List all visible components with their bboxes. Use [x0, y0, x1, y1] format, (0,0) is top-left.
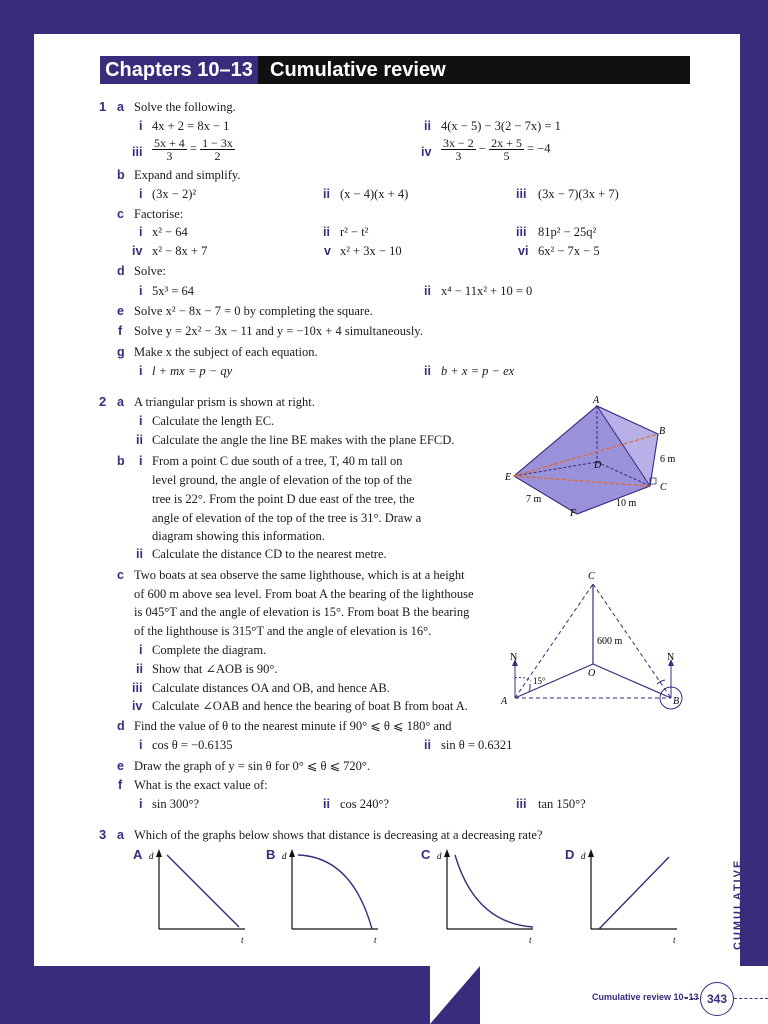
- lighthouse-boats-diagram: [495, 566, 695, 716]
- q2e-text: Draw the graph of y = sin θ for 0° ⩽ θ ⩽ 720°.: [134, 759, 371, 773]
- q1c-iv: x² − 8x + 7: [152, 244, 208, 258]
- triangular-prism-diagram: [500, 392, 710, 522]
- q2c-i-label: i: [139, 643, 143, 657]
- chapters-label: Chapters 10–13: [100, 56, 258, 84]
- frac-num: 5x + 4: [154, 136, 185, 150]
- q2c-label: c: [117, 568, 124, 582]
- q2a-ii: Calculate the angle the line BE makes with the plane EFCD.: [152, 433, 455, 447]
- axis-label-t: t: [529, 935, 532, 945]
- q1c-vi: 6x² − 7x − 5: [538, 244, 600, 258]
- q1d-i-label: i: [139, 284, 143, 298]
- footer-leader: [685, 998, 699, 999]
- axis-label-d: d: [282, 851, 287, 861]
- q2d-ii-label: ii: [424, 738, 431, 752]
- q1c-v-label: v: [324, 244, 331, 258]
- q1a-label: a: [117, 100, 124, 114]
- north-label-b: N: [667, 652, 675, 663]
- q2f-iii: tan 150°?: [538, 797, 586, 811]
- prism-length: 10 m: [616, 498, 637, 509]
- q2c-line4: of the lighthouse is 315°T and the angle of elevation is 16°.: [134, 624, 432, 638]
- axis-label-t: t: [374, 935, 377, 945]
- q1e-label: e: [117, 304, 124, 318]
- q2d-i-label: i: [139, 738, 143, 752]
- right-margin-band: [740, 0, 768, 730]
- q1d-text: Solve:: [134, 264, 166, 278]
- graph-curve: [167, 855, 239, 927]
- page-number: 343: [700, 982, 734, 1016]
- prism-label-a: A: [593, 395, 600, 406]
- q1c-iii-label: iii: [516, 225, 527, 239]
- frac-num: 2x + 5: [491, 136, 522, 150]
- q2f-i: sin 300°?: [152, 797, 200, 811]
- q1b-iii: (3x − 7)(3x + 7): [538, 187, 619, 201]
- q1e-text: Solve x² − 8x − 7 = 0 by completing the square.: [134, 304, 373, 318]
- q2e-label: e: [117, 759, 124, 773]
- frac-den: 3: [166, 149, 173, 163]
- q2d-text: Find the value of θ to the nearest minute if 90° ⩽ θ ⩽ 180° and: [134, 719, 452, 733]
- q2c-ii: Show that ∠AOB is 90°.: [152, 662, 278, 676]
- q1g-text: Make x the subject of each equation.: [134, 345, 318, 359]
- q2f-ii-label: ii: [323, 797, 330, 811]
- question-2-number: 2: [99, 394, 107, 409]
- q1g-label: g: [117, 345, 125, 359]
- graph-curve: [455, 855, 533, 927]
- q3a-text: Which of the graphs below shows that distance is decreasing at a decreasing rate?: [134, 828, 543, 842]
- q2a-i-label: i: [139, 414, 143, 428]
- boats-label-o: O: [588, 668, 596, 679]
- graph-label-b: B: [266, 847, 276, 862]
- graph-curve: [599, 857, 669, 929]
- question-3-number: 3: [99, 827, 107, 842]
- q1c-vi-label: vi: [518, 244, 529, 258]
- axis-label-t: t: [673, 935, 676, 945]
- q1d-label: d: [117, 264, 125, 278]
- lighthouse-height: 600 m: [597, 636, 623, 647]
- q1a-text: Solve the following.: [134, 100, 236, 114]
- frac-num: 3x − 2: [443, 136, 474, 150]
- axis-label-d: d: [581, 851, 586, 861]
- q2d-label: d: [117, 719, 125, 733]
- prism-label-b: B: [659, 426, 666, 437]
- q1c-i-label: i: [139, 225, 143, 239]
- header-title: Cumulative review: [270, 59, 446, 81]
- q2c-line2: of 600 m above sea level. From boat A the bearing of the lighthouse: [134, 587, 474, 601]
- q2c-line1: Two boats at sea observe the same lighthouse, which is at a height: [134, 568, 465, 582]
- q1b-label: b: [117, 168, 125, 182]
- side-label: CUMULATIVE REVIEW 10–13: [732, 858, 768, 950]
- q1a-iv-label: iv: [421, 145, 432, 159]
- q2f-ii: cos 240°?: [340, 797, 390, 811]
- q2b-i-line1: From a point C due south of a tree, T, 40 m tall on: [152, 454, 403, 468]
- q1b-ii-label: ii: [323, 187, 330, 201]
- prism-label-e: E: [505, 472, 512, 483]
- q1a-iii-label: iii: [132, 145, 143, 159]
- q1c-ii-label: ii: [323, 225, 330, 239]
- q1a-i-label: i: [139, 119, 143, 133]
- boats-label-c: C: [588, 571, 595, 582]
- boats-label-b: B: [673, 696, 680, 707]
- q1f-label: f: [118, 324, 123, 338]
- graph-d: [579, 845, 689, 945]
- q1b-i-label: i: [139, 187, 143, 201]
- axis-label-d: d: [149, 851, 154, 861]
- q1b-iii-label: iii: [516, 187, 527, 201]
- q1d-ii: x⁴ − 11x² + 10 = 0: [441, 284, 533, 298]
- q1c-ii: r² − t²: [340, 225, 369, 239]
- footer-label: Cumulative review 10–13: [592, 992, 699, 1002]
- bottom-notch: [430, 966, 480, 1024]
- q1c-v: x² + 3x − 10: [340, 244, 402, 258]
- q2b-i-label: i: [139, 454, 143, 468]
- boats-label-a: A: [501, 696, 508, 707]
- q2b-i-line2: level ground, the angle of elevation of the top of the: [152, 473, 412, 487]
- q2b-label: b: [117, 454, 125, 468]
- footer-leader-right: [734, 998, 768, 999]
- q2c-iii: Calculate distances OA and OB, and hence AB.: [152, 681, 390, 695]
- graph-label-c: C: [421, 847, 431, 862]
- q1c-i: x² − 64: [152, 225, 188, 239]
- graph-label-d: D: [565, 847, 575, 862]
- q2a-ii-label: ii: [136, 433, 143, 447]
- q1g-ii: b + x = p − ex: [441, 364, 515, 378]
- q1c-label: c: [117, 207, 124, 221]
- q2c-i: Complete the diagram.: [152, 643, 267, 657]
- q1c-iii: 81p² − 25q²: [538, 225, 597, 239]
- q1a-ii: 4(x − 5) − 3(2 − 7x) = 1: [441, 119, 561, 133]
- axis-label-t: t: [241, 935, 244, 945]
- prism-label-d: D: [594, 460, 602, 471]
- q2b-i-line3: tree is 22°. From the point D due east of the tree, the: [152, 492, 415, 506]
- q3a-label: a: [117, 828, 124, 842]
- q2d-i: cos θ = −0.6135: [152, 738, 233, 752]
- q2f-text: What is the exact value of:: [134, 778, 268, 792]
- frac-den: 5: [503, 149, 510, 163]
- question-1-number: 1: [99, 99, 107, 114]
- q1d-ii-label: ii: [424, 284, 431, 298]
- q2f-iii-label: iii: [516, 797, 527, 811]
- frac-den: 3: [455, 149, 462, 163]
- frac-num: 1 − 3x: [202, 136, 233, 150]
- north-label-a: N: [510, 652, 518, 663]
- q2a-i: Calculate the length EC.: [152, 414, 275, 428]
- q2b-ii-label: ii: [136, 547, 143, 561]
- elevation-angle: 15°: [533, 676, 546, 686]
- q1a-ii-label: ii: [424, 119, 431, 133]
- q2a-text: A triangular prism is shown at right.: [134, 395, 315, 409]
- q2c-ii-label: ii: [136, 662, 143, 676]
- q1f-text: Solve y = 2x² − 3x − 11 and y = −10x + 4 simultaneously.: [134, 324, 423, 338]
- right-band-notch: [740, 680, 768, 730]
- q2c-iv-label: iv: [132, 699, 143, 713]
- prism-label-c: C: [660, 482, 667, 493]
- graph-a: [147, 845, 257, 945]
- q2b-ii: Calculate the distance CD to the nearest metre.: [152, 547, 387, 561]
- prism-label-f: F: [570, 508, 577, 519]
- prism-height: 6 m: [660, 454, 676, 465]
- graph-c: [435, 845, 545, 945]
- q1a-iii: $\frac{5x + 4}{3}$ = $\frac{1 - 3x}{2}$: [154, 136, 233, 163]
- q1b-text: Expand and simplify.: [134, 168, 241, 182]
- q2c-iv: Calculate ∠OAB and hence the bearing of boat B from boat A.: [152, 699, 468, 713]
- q2f-i-label: i: [139, 797, 143, 811]
- q1a-i: 4x + 2 = 8x − 1: [152, 119, 230, 133]
- q1a-iv: $\frac{3x - 2}{3}$ − $\frac{2x + 5}{5}$ = −4: [443, 136, 551, 163]
- q2b-i-line5: diagram showing this information.: [152, 529, 325, 543]
- q1c-iv-label: iv: [132, 244, 143, 258]
- chapter-header: [100, 56, 690, 84]
- q1g-i-label: i: [139, 364, 143, 378]
- q2a-label: a: [117, 395, 124, 409]
- q1b-ii: (x − 4)(x + 4): [340, 187, 409, 201]
- graph-curve: [298, 855, 372, 929]
- frac-den: 2: [214, 149, 221, 163]
- graph-b: [280, 845, 390, 945]
- q1g-i: l + mx = p − qy: [152, 364, 233, 378]
- q2d-ii: sin θ = 0.6321: [441, 738, 513, 752]
- q2b-i-line4: angle of elevation of the top of the tree is 31°. Draw a: [152, 511, 422, 525]
- q1a-iv-rhs: = −4: [527, 141, 551, 156]
- q2c-iii-label: iii: [132, 681, 143, 695]
- q1c-text: Factorise:: [134, 207, 184, 221]
- q1b-i: (3x − 2)²: [152, 187, 197, 201]
- prism-width: 7 m: [526, 494, 542, 505]
- graph-label-a: A: [133, 847, 143, 862]
- q1d-i: 5x³ = 64: [152, 284, 195, 298]
- q2f-label: f: [118, 778, 123, 792]
- axis-label-d: d: [437, 851, 442, 861]
- q1g-ii-label: ii: [424, 364, 431, 378]
- q2c-line3: is 045°T and the angle of elevation is 15°. From boat B the bearing: [134, 605, 470, 619]
